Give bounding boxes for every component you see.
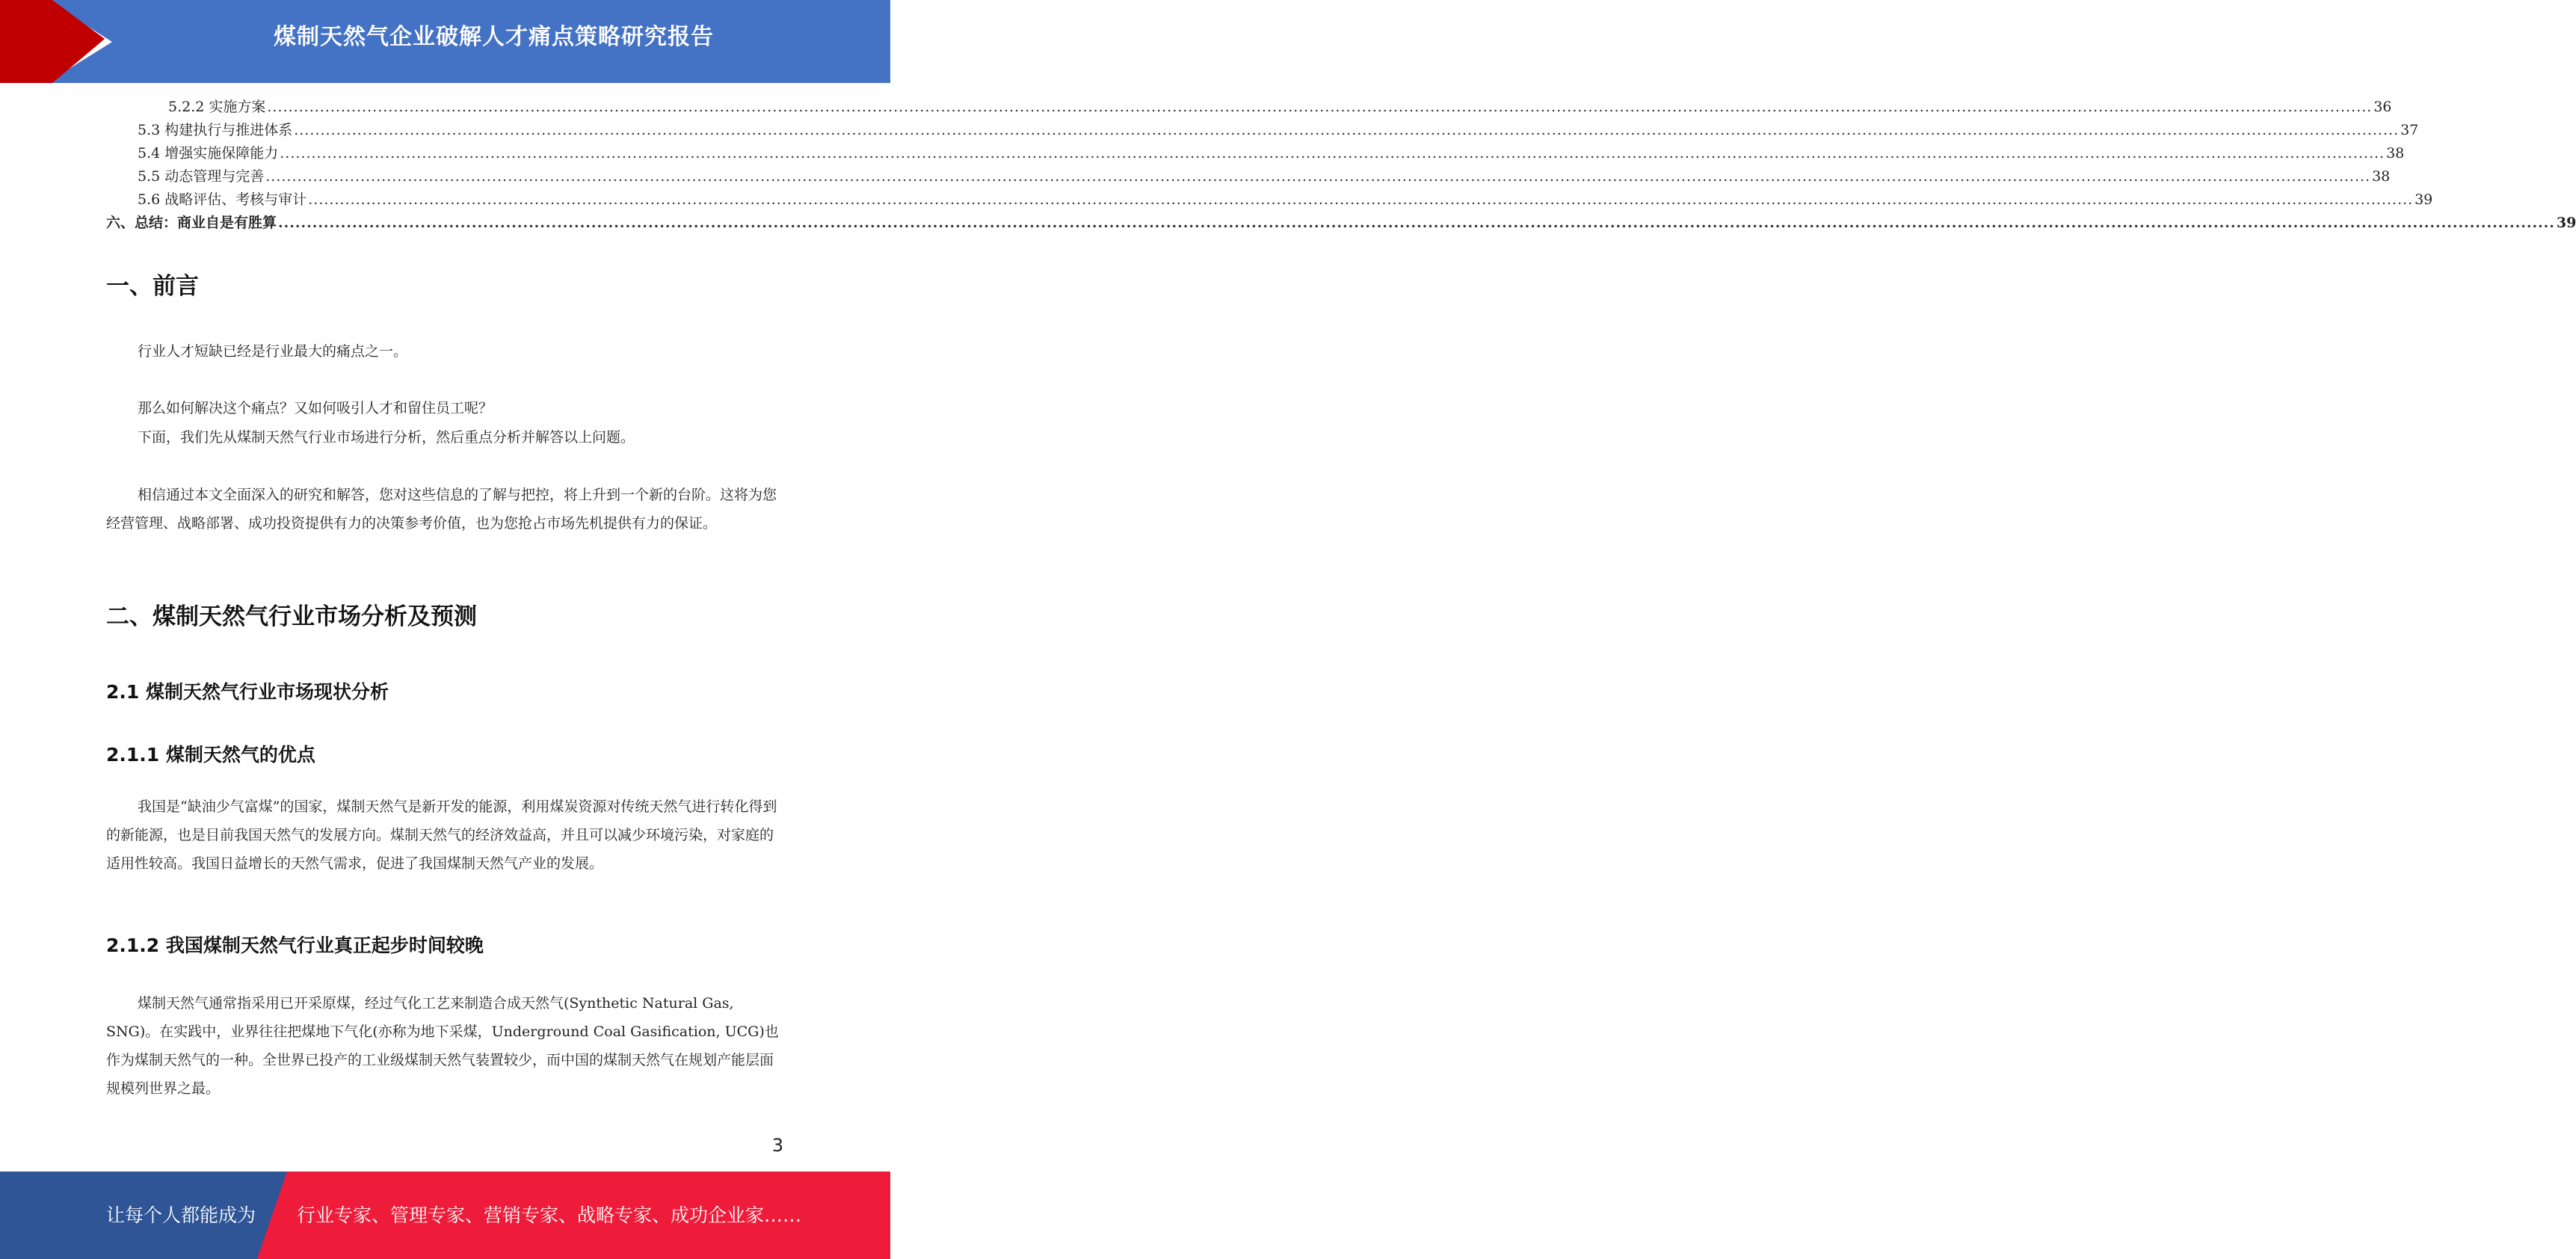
toc-entry[interactable] <box>106 188 2433 212</box>
paragraph: 行业人才短缺已经是行业最大的痛点之一。 <box>138 343 408 360</box>
toc-entry-page: 38 <box>2372 168 2391 185</box>
toc-leader-dots: ................................................................................................................................................................................................................................................................................................................................................................................................................ <box>294 122 2400 138</box>
paragraph: 下面，我们先从煤制天然气行业市场进行分析，然后重点分析并解答以上问题。 <box>138 429 635 446</box>
toc-entry-page: 39 <box>2556 215 2576 231</box>
footer-slogan-right: 行业专家、管理专家、营销专家、战略专家、成功企业家…… <box>297 1204 802 1226</box>
paragraph: 那么如何解决这个痛点？又如何吸引人才和留住员工呢？ <box>138 400 493 416</box>
toc-entry-label: 5.4 增强实施保障能力 <box>138 145 279 161</box>
toc-entry-label: 5.5 动态管理与完善 <box>138 168 265 185</box>
toc-entry-label: 5.3 构建执行与推进体系 <box>138 122 293 138</box>
paragraph: 相信通过本文全面深入的研究和解答，您对这些信息的了解与把控，将上升到一个新的台阶。这将为您经营管理、战略部署、成功投资提供有力的决策参考价值，也为您抢占市场先机提供有力的保证。 <box>106 487 777 532</box>
toc-entry-label: 5.6 战略评估、考核与审计 <box>138 191 307 208</box>
subsection-title: 2.1.2 我国煤制天然气行业真正起步时间较晚 <box>106 935 484 956</box>
toc-leader-dots: ................................................................................................................................................................................................................................................................................................................................................................................................................ <box>267 99 2373 115</box>
page-footer <box>0 1172 890 1259</box>
page-header <box>0 0 890 83</box>
toc-leader-dots: ................................................................................................................................................................................................................................................................................................................................................................................................................ <box>280 145 2385 161</box>
table-of-contents <box>106 96 2576 235</box>
toc-entry-page: 38 <box>2386 145 2405 161</box>
toc-entry-page: 39 <box>2415 191 2433 208</box>
toc-entry-label: 5.2.2 实施方案 <box>168 99 266 115</box>
section-title-market-analysis: 二、煤制天然气行业市场分析及预测 <box>106 603 477 630</box>
page-number: 3 <box>771 1135 783 1156</box>
toc-leader-dots: ................................................................................................................................................................................................................................................................................................................................................................................................................ <box>265 168 2371 185</box>
section-title-preface: 一、前言 <box>106 273 199 300</box>
header-chevron-icon <box>0 0 120 83</box>
subsection-title: 2.1 煤制天然气行业市场现状分析 <box>106 681 389 703</box>
paragraph: 我国是“缺油少气富煤”的国家，煤制天然气是新开发的能源，利用煤炭资源对传统天然气进行转化得到的新能源，也是目前我国天然气的发展方向。煤制天然气的经济效益高，并且可以减少环境污染，对家庭的适用性较高。我国日益增长的天然气需求，促进了我国煤制天然气产业的发展。 <box>106 798 777 872</box>
toc-entry-page: 37 <box>2400 122 2419 138</box>
toc-entry[interactable] <box>106 142 2405 165</box>
toc-entry-label: 六、总结：商业自是有胜算 <box>106 215 277 231</box>
toc-entry[interactable] <box>106 96 2392 119</box>
paragraph: 煤制天然气通常指采用已开采原煤，经过气化工艺来制造合成天然气(Synthetic Natural Gas, SNG)。在实践中，业界往往把煤地下气化(亦称为地下采煤，Underground Coal Gasification, UCG)也作为煤制天然气的一种。全世界已投产的工业级煤制天然气装置较少，而中国的煤制天然气在规划产能层面规模列世界之最。 <box>106 995 779 1097</box>
toc-leader-dots: ................................................................................................................................................................................................................................................................................................................................................................................................................ <box>278 215 2555 231</box>
toc-entry-page: 36 <box>2373 99 2392 115</box>
subsection-title: 2.1.1 煤制天然气的优点 <box>106 744 315 766</box>
header-title: 煤制天然气企业破解人才痛点策略研究报告 <box>274 24 714 50</box>
toc-leader-dots: ................................................................................................................................................................................................................................................................................................................................................................................................................ <box>308 191 2414 208</box>
toc-entry[interactable] <box>106 119 2419 142</box>
toc-entry[interactable] <box>106 165 2391 188</box>
toc-entry[interactable] <box>106 212 2576 235</box>
footer-slogan-left: 让每个人都能成为 <box>106 1204 256 1226</box>
